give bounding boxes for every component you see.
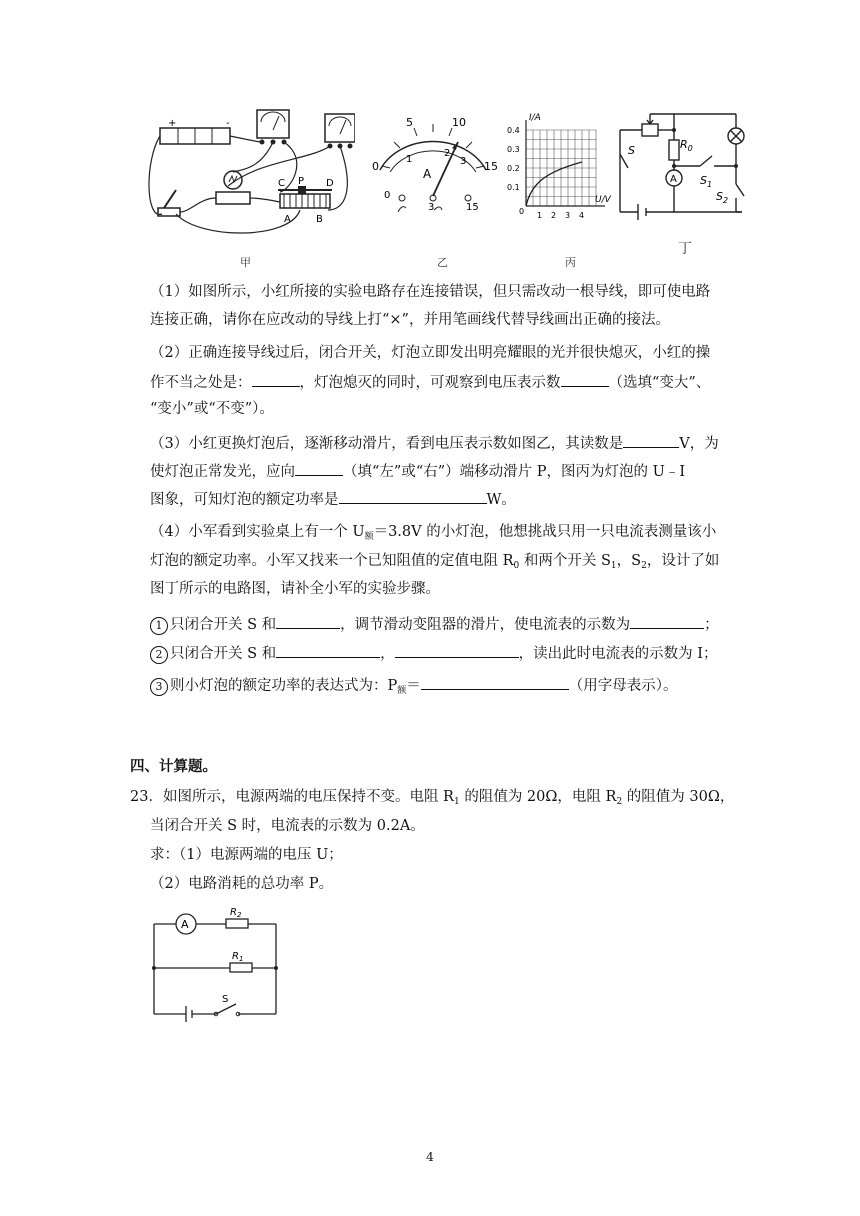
q3-blank-power[interactable] bbox=[339, 488, 487, 504]
q4-step2 bbox=[150, 642, 718, 664]
caption-bing: 丙 bbox=[565, 256, 576, 269]
q2-line1: （2）正确连接导线过后，闭合开关，灯泡立即发出明亮耀眼的光并很快熄灭，小红的操 bbox=[150, 345, 711, 361]
q4-text-e: ，S bbox=[616, 553, 642, 569]
q3-line3 bbox=[150, 488, 516, 510]
y-tick-0.4: 0.4 bbox=[507, 126, 520, 135]
q4-sub-e: 额 bbox=[364, 532, 374, 542]
q2-blank-voltmeter[interactable] bbox=[561, 371, 609, 387]
q1-line2: 连接正确，请你在应改动的导线上打“×”，并用笔画线代替导线画出正确的接法。 bbox=[150, 312, 670, 328]
step1-blank-switch[interactable] bbox=[276, 613, 340, 629]
figure-yi-voltmeter-dial bbox=[368, 118, 498, 223]
q3-text-c: 使灯泡正常发光，应向 bbox=[150, 464, 295, 480]
x-tick-2: 2 bbox=[551, 211, 557, 220]
step3-blank-expression[interactable] bbox=[421, 674, 569, 690]
x-axis-label: U/V bbox=[595, 195, 611, 205]
q23-text-a: 23．如图所示，电源两端的电压保持不变。电阻 R bbox=[130, 789, 454, 805]
step2-blank-switch[interactable] bbox=[276, 642, 380, 658]
label-d: D bbox=[326, 178, 334, 189]
page-number: 4 bbox=[426, 1150, 434, 1164]
tick-bottom-1: 1 bbox=[406, 154, 413, 165]
step3-text-b: ＝ bbox=[406, 678, 421, 694]
q4-step3 bbox=[150, 674, 678, 701]
section-heading-calculation: 四、计算题。 bbox=[130, 758, 217, 775]
svg-text:-: - bbox=[226, 118, 230, 129]
r0-label: $R_0$ bbox=[680, 138, 693, 153]
tick-bottom-2: 2 bbox=[444, 148, 451, 159]
ammeter-label: A bbox=[670, 174, 677, 185]
q2-text-b: ，灯泡熄灭的同时，可观察到电压表示数 bbox=[299, 375, 561, 391]
y-tick-0.2: 0.2 bbox=[507, 164, 520, 173]
step3-sub-e: 额 bbox=[397, 686, 407, 696]
step2-blank-action[interactable] bbox=[395, 642, 519, 658]
s-label: S bbox=[628, 144, 635, 157]
q3-text-f: W。 bbox=[486, 492, 516, 508]
figure-ding-circuit bbox=[618, 104, 758, 224]
q4-sub-s2: 2 bbox=[641, 561, 647, 571]
q23-line2: 当闭合开关 S 时，电流表的示数为 0.2A。 bbox=[150, 818, 425, 834]
meter-symbol: A bbox=[423, 167, 432, 181]
x-tick-1: 1 bbox=[537, 211, 543, 220]
q4-sub-s1: 1 bbox=[610, 561, 617, 571]
q4-text-c: 灯泡的额定功率。小军又找来一个已知阻值的定值电阻 R bbox=[150, 553, 514, 569]
q4-line2 bbox=[150, 551, 719, 576]
origin-label: 0 bbox=[519, 207, 525, 216]
q4-line1 bbox=[150, 522, 716, 547]
tick-top-5: 5 bbox=[406, 118, 413, 129]
q23-text-c: 的阻值为 30Ω， bbox=[622, 789, 735, 805]
terminal-3: 3 bbox=[428, 202, 435, 213]
q23-sub-r2: 2 bbox=[616, 797, 623, 807]
q4-text-b: ＝3.8V 的小灯泡，他想挑战只用一只电流表测量该小 bbox=[373, 524, 717, 540]
step2-text-a: 只闭合开关 S 和 bbox=[170, 646, 277, 662]
q2-line2 bbox=[150, 371, 710, 393]
q3-line1 bbox=[150, 432, 719, 454]
q23-ammeter-label: A bbox=[181, 918, 189, 931]
y-tick-0.1: 0.1 bbox=[507, 183, 520, 192]
q4-text-f: ，设计了如 bbox=[646, 553, 720, 569]
q23-circuit-figure bbox=[148, 902, 288, 1032]
tick-top-15: 15 bbox=[484, 160, 498, 173]
step1-number: 1 bbox=[150, 617, 168, 635]
step1-text-c: ； bbox=[704, 617, 719, 633]
s1-label: $S_1$ bbox=[700, 174, 713, 189]
terminal-15: 15 bbox=[466, 202, 479, 213]
terminal-0: 0 bbox=[384, 190, 391, 201]
q4-sub-r0: 0 bbox=[513, 561, 520, 571]
step2-text-c: ，读出此时电流表的示数为 I； bbox=[518, 646, 718, 662]
step1-text-b: ，调节滑动变阻器的滑片，使电流表的示数为 bbox=[340, 617, 631, 633]
caption-yi: 乙 bbox=[437, 256, 448, 269]
q1-line1: （1）如图所示，小红所接的实验电路存在连接错误，但只需改动一根导线，即可使电路 bbox=[150, 284, 711, 300]
s2-label: $S_2$ bbox=[716, 190, 729, 205]
label-p: P bbox=[298, 176, 305, 187]
q23-line4: （2）电路消耗的总功率 P。 bbox=[150, 876, 334, 892]
q23-r1-label: $R_1$ bbox=[232, 951, 244, 963]
q3-text-b: V，为 bbox=[679, 436, 719, 452]
step2-text-b: ， bbox=[380, 646, 395, 662]
q4-text-a: （4）小军看到实验桌上有一个 U bbox=[150, 524, 365, 540]
step2-number: 2 bbox=[150, 646, 168, 664]
q23-text-b: 的阻值为 20Ω，电阻 R bbox=[459, 789, 617, 805]
label-c: C bbox=[278, 178, 285, 189]
q4-step1 bbox=[150, 613, 719, 635]
label-b: B bbox=[316, 214, 323, 225]
caption-ding: 丁 bbox=[678, 241, 692, 257]
svg-text:+: + bbox=[168, 118, 177, 129]
tick-top-10: 10 bbox=[452, 118, 466, 129]
step3-text-c: （用字母表示）。 bbox=[568, 678, 678, 694]
q2-line3: “变小”或“不变”）。 bbox=[150, 401, 274, 417]
label-a: A bbox=[284, 214, 291, 225]
step3-number: 3 bbox=[150, 678, 168, 696]
q3-line2 bbox=[150, 460, 685, 482]
y-axis-label: I/A bbox=[529, 113, 541, 123]
experiment-figures bbox=[140, 100, 760, 272]
y-tick-0.3: 0.3 bbox=[507, 145, 520, 154]
q3-text-d: （填“左”或“右”）端移动滑片 P，图丙为灯泡的 U﹣I bbox=[343, 464, 686, 480]
tick-bottom-3: 3 bbox=[460, 156, 467, 167]
q23-line1 bbox=[130, 787, 734, 812]
q3-text-e: 图象，可知灯泡的额定功率是 bbox=[150, 492, 339, 508]
q23-sub-r1: 1 bbox=[453, 797, 460, 807]
q2-text-c: （选填“变大”、 bbox=[608, 375, 711, 391]
q4-line3: 图丁所示的电路图，请补全小军的实验步骤。 bbox=[150, 581, 440, 597]
q3-blank-direction[interactable] bbox=[295, 460, 343, 476]
step1-text-a: 只闭合开关 S 和 bbox=[170, 617, 277, 633]
q23-switch-label: S bbox=[222, 994, 229, 1005]
q23-r2-label: $R_2$ bbox=[230, 907, 242, 919]
q4-text-d: 和两个开关 S bbox=[519, 553, 611, 569]
q23-line3: 求：（1）电源两端的电压 U； bbox=[150, 847, 343, 863]
figure-jia-circuit bbox=[140, 100, 355, 240]
q2-blank-operation[interactable] bbox=[252, 371, 300, 387]
caption-jia: 甲 bbox=[240, 256, 251, 269]
tick-top-0: 0 bbox=[372, 160, 379, 173]
x-tick-4: 4 bbox=[579, 211, 585, 220]
step3-text-a: 则小灯泡的额定功率的表达式为：P bbox=[170, 678, 398, 694]
q3-blank-reading[interactable] bbox=[623, 432, 679, 448]
q2-text-a: 作不当之处是： bbox=[150, 375, 252, 391]
figure-bing-ui-graph bbox=[505, 110, 620, 230]
q3-text-a: （3）小红更换灯泡后，逐渐移动滑片，看到电压表示数如图乙，其读数是 bbox=[150, 436, 624, 452]
step1-blank-current[interactable] bbox=[630, 613, 704, 629]
x-tick-3: 3 bbox=[565, 211, 571, 220]
